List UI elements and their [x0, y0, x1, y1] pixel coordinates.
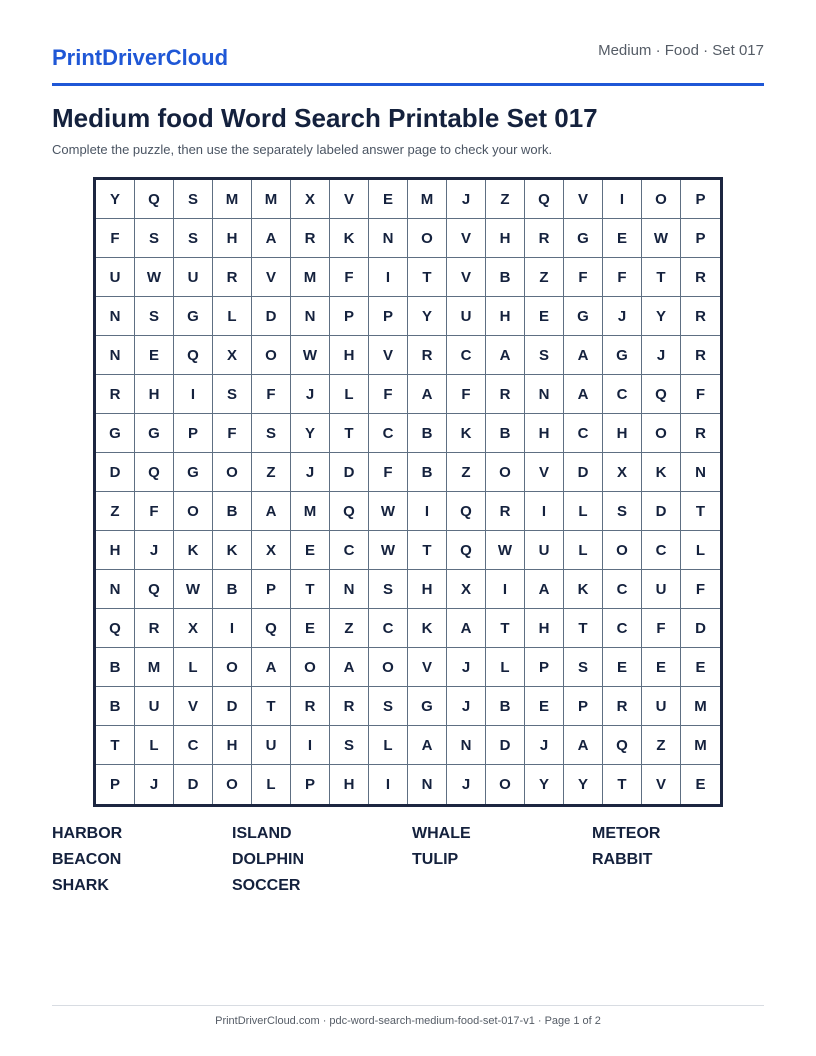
grid-cell[interactable]: T [96, 726, 135, 765]
grid-cell[interactable]: H [213, 726, 252, 765]
grid-cell[interactable]: V [174, 687, 213, 726]
grid-cell[interactable]: P [330, 297, 369, 336]
grid-cell[interactable]: B [96, 648, 135, 687]
grid-cell[interactable]: O [291, 648, 330, 687]
grid-cell[interactable]: C [603, 609, 642, 648]
grid-cell[interactable]: K [642, 453, 681, 492]
grid-cell[interactable]: W [174, 570, 213, 609]
grid-cell[interactable]: T [681, 492, 720, 531]
grid-cell[interactable]: I [174, 375, 213, 414]
grid-cell[interactable]: H [408, 570, 447, 609]
grid-cell[interactable]: R [681, 297, 720, 336]
grid-cell[interactable]: M [681, 726, 720, 765]
grid-cell[interactable]: Z [330, 609, 369, 648]
grid-cell[interactable]: L [252, 765, 291, 804]
grid-cell[interactable]: W [291, 336, 330, 375]
grid-cell[interactable]: J [135, 765, 174, 804]
grid-cell[interactable]: U [174, 258, 213, 297]
grid-cell[interactable]: P [369, 297, 408, 336]
grid-cell[interactable]: S [213, 375, 252, 414]
grid-cell[interactable]: W [369, 492, 408, 531]
grid-cell[interactable]: H [96, 531, 135, 570]
grid-cell[interactable]: J [447, 648, 486, 687]
grid-cell[interactable]: O [213, 765, 252, 804]
grid-cell[interactable]: F [642, 609, 681, 648]
grid-cell[interactable]: N [369, 219, 408, 258]
grid-cell[interactable]: Q [525, 180, 564, 219]
grid-cell[interactable]: D [642, 492, 681, 531]
grid-cell[interactable]: R [525, 219, 564, 258]
grid-cell[interactable]: I [603, 180, 642, 219]
grid-cell[interactable]: L [486, 648, 525, 687]
grid-cell[interactable]: E [291, 531, 330, 570]
grid-cell[interactable]: D [681, 609, 720, 648]
grid-cell[interactable]: C [564, 414, 603, 453]
grid-cell[interactable]: G [135, 414, 174, 453]
grid-cell[interactable]: L [564, 531, 603, 570]
grid-cell[interactable]: Y [642, 297, 681, 336]
page-footer: PrintDriverCloud.com · pdc-word-search-medium-food-set-017-v1 · Page 1 of 2 [52, 1005, 764, 1027]
grid-cell[interactable]: S [603, 492, 642, 531]
grid-cell[interactable]: J [603, 297, 642, 336]
grid-cell[interactable]: V [525, 453, 564, 492]
grid-cell[interactable]: H [603, 414, 642, 453]
grid-cell[interactable]: Y [96, 180, 135, 219]
grid-cell[interactable]: U [642, 570, 681, 609]
grid-cell[interactable]: L [213, 297, 252, 336]
grid-cell[interactable]: U [447, 297, 486, 336]
grid-cell[interactable]: C [603, 375, 642, 414]
grid-cell[interactable]: F [96, 219, 135, 258]
grid-cell[interactable]: N [681, 453, 720, 492]
grid-cell[interactable]: N [447, 726, 486, 765]
grid-cell[interactable]: C [369, 609, 408, 648]
grid-cell[interactable]: U [96, 258, 135, 297]
word-search-grid [93, 177, 723, 807]
grid-cell[interactable]: D [252, 297, 291, 336]
grid-cell[interactable]: O [369, 648, 408, 687]
grid-cell[interactable]: L [564, 492, 603, 531]
grid-cell[interactable]: H [213, 219, 252, 258]
grid-cell[interactable]: S [135, 297, 174, 336]
grid-cell[interactable]: G [603, 336, 642, 375]
grid-cell[interactable]: N [291, 297, 330, 336]
grid-cell[interactable]: D [486, 726, 525, 765]
grid-cell[interactable]: F [369, 375, 408, 414]
word-list-item: DOLPHIN [232, 851, 304, 868]
grid-cell[interactable]: J [291, 453, 330, 492]
grid-cell[interactable]: L [681, 531, 720, 570]
grid-cell[interactable]: F [603, 258, 642, 297]
grid-cell[interactable]: V [330, 180, 369, 219]
page-subtitle: Complete the puzzle, then use the separately labeled answer page to check your work. [52, 142, 553, 157]
grid-cell[interactable]: O [486, 453, 525, 492]
grid-cell[interactable]: S [135, 219, 174, 258]
grid-cell[interactable]: R [486, 492, 525, 531]
grid-cell[interactable]: R [681, 258, 720, 297]
grid-cell[interactable]: D [96, 453, 135, 492]
grid-cell[interactable]: T [330, 414, 369, 453]
grid-cell[interactable]: N [96, 297, 135, 336]
grid-cell[interactable]: K [564, 570, 603, 609]
grid-cell[interactable]: R [96, 375, 135, 414]
grid-cell[interactable]: G [174, 453, 213, 492]
grid-cell[interactable]: V [642, 765, 681, 804]
grid-cell[interactable]: H [330, 336, 369, 375]
grid-cell[interactable]: S [369, 687, 408, 726]
grid-cell[interactable]: V [564, 180, 603, 219]
grid-cell[interactable]: G [408, 687, 447, 726]
grid-cell[interactable]: A [564, 726, 603, 765]
grid-cell[interactable]: E [291, 609, 330, 648]
grid-cell[interactable]: Q [447, 531, 486, 570]
grid-cell[interactable]: H [525, 414, 564, 453]
grid-cell[interactable]: G [564, 297, 603, 336]
grid-cell[interactable]: B [213, 492, 252, 531]
grid-cell[interactable]: T [252, 687, 291, 726]
grid-cell[interactable]: P [174, 414, 213, 453]
grid-cell[interactable]: X [174, 609, 213, 648]
grid-cell[interactable]: M [135, 648, 174, 687]
grid-cell[interactable]: F [681, 375, 720, 414]
word-list-item: METEOR [592, 825, 661, 842]
grid-cell[interactable]: Y [564, 765, 603, 804]
grid-cell[interactable]: E [695, 776, 706, 793]
grid-cell[interactable]: V [447, 258, 486, 297]
grid-cell[interactable]: P [252, 570, 291, 609]
grid-cell[interactable]: B [486, 687, 525, 726]
grid-cell[interactable]: B [96, 687, 135, 726]
grid-cell[interactable]: R [603, 687, 642, 726]
grid-cell[interactable]: S [369, 570, 408, 609]
word-list-item: SOCCER [232, 877, 301, 894]
grid-cell[interactable]: R [135, 609, 174, 648]
grid-cell[interactable]: W [369, 531, 408, 570]
grid-cell[interactable]: E [603, 648, 642, 687]
grid-cell[interactable]: A [252, 219, 291, 258]
grid-cell[interactable]: A [486, 336, 525, 375]
grid-cell[interactable]: F [447, 375, 486, 414]
grid-cell[interactable]: A [408, 726, 447, 765]
grid-cell[interactable]: X [252, 531, 291, 570]
grid-cell[interactable]: A [252, 492, 291, 531]
grid-cell[interactable]: C [330, 531, 369, 570]
word-list [52, 825, 772, 895]
grid-cell[interactable]: P [564, 687, 603, 726]
grid-cell[interactable]: E [681, 648, 720, 687]
grid-cell[interactable]: J [447, 687, 486, 726]
grid-cell[interactable]: Q [330, 492, 369, 531]
grid-cell[interactable]: X [291, 180, 330, 219]
grid-cell[interactable]: O [213, 453, 252, 492]
grid-cell[interactable]: G [564, 219, 603, 258]
grid-cell[interactable]: R [681, 336, 720, 375]
grid-cell[interactable]: G [96, 414, 135, 453]
grid-cell[interactable]: K [447, 414, 486, 453]
grid-cell[interactable]: U [252, 726, 291, 765]
grid-cell[interactable]: E [135, 336, 174, 375]
grid-cell[interactable]: R [291, 219, 330, 258]
grid-cell[interactable]: J [447, 765, 486, 804]
grid-cell[interactable]: R [291, 687, 330, 726]
grid-cell[interactable]: C [174, 726, 213, 765]
grid-cell[interactable]: F [564, 258, 603, 297]
grid-cell[interactable]: T [486, 609, 525, 648]
grid-cell[interactable]: K [408, 609, 447, 648]
word-list-item: HARBOR [52, 825, 123, 842]
grid-cell[interactable]: O [174, 492, 213, 531]
grid-cell[interactable]: U [642, 687, 681, 726]
grid-cell[interactable]: E [525, 687, 564, 726]
grid-cell[interactable]: R [486, 375, 525, 414]
grid-cell[interactable]: V [408, 648, 447, 687]
grid-cell[interactable]: W [486, 531, 525, 570]
grid-cell[interactable]: Q [174, 336, 213, 375]
page-title: Medium food Word Search Printable Set 017 [52, 103, 598, 133]
grid-cell[interactable]: O [603, 531, 642, 570]
grid-cell[interactable]: M [291, 258, 330, 297]
grid-cell[interactable]: I [291, 726, 330, 765]
grid-cell[interactable]: T [408, 258, 447, 297]
grid-cell[interactable]: P [525, 648, 564, 687]
grid-cell[interactable]: O [642, 414, 681, 453]
grid-cell[interactable]: L [369, 726, 408, 765]
grid-cell[interactable]: K [330, 219, 369, 258]
grid-cell[interactable]: F [681, 570, 720, 609]
grid-cell[interactable]: V [447, 219, 486, 258]
grid-cell[interactable]: B [408, 414, 447, 453]
grid-cell[interactable]: M [408, 180, 447, 219]
word-list-item: ISLAND [232, 825, 292, 842]
grid-cell[interactable]: G [174, 297, 213, 336]
grid-cell[interactable]: P [96, 765, 135, 804]
grid-cell[interactable]: S [174, 180, 213, 219]
word-list-item: RABBIT [592, 851, 653, 868]
grid-cell[interactable]: L [135, 726, 174, 765]
grid-cell[interactable]: I [408, 492, 447, 531]
grid-cell[interactable]: N [96, 570, 135, 609]
grid-cell[interactable]: S [252, 414, 291, 453]
grid-cell[interactable]: Z [252, 453, 291, 492]
grid-cell[interactable]: Z [642, 726, 681, 765]
grid-cell[interactable]: A [447, 609, 486, 648]
grid-cell[interactable]: Q [603, 726, 642, 765]
grid-cell[interactable]: T [642, 258, 681, 297]
grid-cell[interactable]: A [564, 336, 603, 375]
grid-cell[interactable]: X [447, 570, 486, 609]
grid-cell[interactable]: S [525, 336, 564, 375]
grid-cell[interactable]: R [330, 687, 369, 726]
grid-cell[interactable]: H [486, 297, 525, 336]
grid-cell[interactable]: S [174, 219, 213, 258]
word-list-item: SHARK [52, 877, 109, 894]
grid-cell[interactable]: Z [96, 492, 135, 531]
grid-cell[interactable]: J [642, 336, 681, 375]
grid-cell[interactable]: N [525, 375, 564, 414]
grid-cell[interactable]: P [291, 765, 330, 804]
grid-cell[interactable]: O [642, 180, 681, 219]
grid-cell[interactable]: I [369, 765, 408, 804]
grid-cell[interactable]: A [252, 648, 291, 687]
grid-cell[interactable]: C [603, 570, 642, 609]
grid-cell[interactable]: N [96, 336, 135, 375]
grid-cell[interactable]: C [447, 336, 486, 375]
grid-cell[interactable]: B [408, 453, 447, 492]
grid-cell[interactable]: M [252, 180, 291, 219]
grid-cell[interactable]: Y [408, 297, 447, 336]
grid-cell[interactable]: T [291, 570, 330, 609]
grid-cell[interactable]: W [135, 258, 174, 297]
grid-cell[interactable]: O [252, 336, 291, 375]
grid-cell[interactable]: Z [447, 453, 486, 492]
grid-cell[interactable]: T [408, 531, 447, 570]
grid-cell[interactable]: Y [525, 765, 564, 804]
grid-cell[interactable]: Z [525, 258, 564, 297]
grid-cell[interactable]: L [330, 375, 369, 414]
grid-cell[interactable]: C [642, 531, 681, 570]
grid-cell[interactable]: M [213, 180, 252, 219]
grid-cell[interactable]: Q [135, 180, 174, 219]
grid-cell[interactable]: E [642, 648, 681, 687]
grid-cell[interactable]: H [135, 375, 174, 414]
grid-cell[interactable]: F [213, 414, 252, 453]
grid-cell[interactable]: F [369, 453, 408, 492]
grid-cell[interactable]: E [603, 219, 642, 258]
grid-cell[interactable]: I [525, 492, 564, 531]
grid-cell[interactable]: M [291, 492, 330, 531]
grid-cell[interactable]: B [486, 414, 525, 453]
grid-cell[interactable]: S [564, 648, 603, 687]
grid-cell[interactable]: U [135, 687, 174, 726]
grid-cell[interactable]: Q [447, 492, 486, 531]
grid-cell[interactable]: J [447, 180, 486, 219]
grid-cell[interactable]: D [174, 765, 213, 804]
grid-cell[interactable]: Q [642, 375, 681, 414]
grid-cell[interactable]: F [330, 258, 369, 297]
grid-cell[interactable]: X [603, 453, 642, 492]
grid-cell[interactable]: Y [291, 414, 330, 453]
word-list-item: WHALE [412, 825, 471, 842]
grid-cell[interactable]: E [369, 180, 408, 219]
page-header [52, 38, 764, 86]
grid-cell[interactable]: J [291, 375, 330, 414]
grid-cell[interactable]: H [486, 219, 525, 258]
grid-cell[interactable]: K [213, 531, 252, 570]
grid-cell[interactable]: B [213, 570, 252, 609]
grid-cell[interactable]: S [330, 726, 369, 765]
grid-cell[interactable]: N [330, 570, 369, 609]
grid-cell[interactable]: R [681, 414, 720, 453]
grid-cell[interactable]: O [213, 648, 252, 687]
grid-cell[interactable]: I [486, 570, 525, 609]
grid-cell[interactable]: N [408, 765, 447, 804]
grid-cell[interactable]: I [369, 258, 408, 297]
grid-cell[interactable]: C [369, 414, 408, 453]
grid-cell[interactable]: L [174, 648, 213, 687]
word-list-item: BEACON [52, 851, 122, 868]
grid-cell[interactable]: Q [135, 453, 174, 492]
grid-cell[interactable]: Z [486, 180, 525, 219]
grid-cell[interactable]: U [525, 531, 564, 570]
grid-cell[interactable]: P [681, 219, 720, 258]
grid-cell[interactable]: V [252, 258, 291, 297]
grid-cell[interactable]: A [408, 375, 447, 414]
grid-cell[interactable]: T [603, 765, 642, 804]
grid-cell[interactable]: D [213, 687, 252, 726]
grid-cell[interactable]: V [369, 336, 408, 375]
brand-logo[interactable]: PrintDriverCloud [52, 45, 229, 70]
grid-cell[interactable]: W [642, 219, 681, 258]
grid-cell[interactable]: B [486, 258, 525, 297]
grid-cell[interactable]: X [213, 336, 252, 375]
grid-cell[interactable]: E [525, 297, 564, 336]
grid-cell[interactable]: F [135, 492, 174, 531]
grid-cell[interactable]: A [525, 570, 564, 609]
grid-cell[interactable]: J [525, 726, 564, 765]
grid-cell[interactable]: M [681, 687, 720, 726]
grid-cell[interactable]: H [525, 609, 564, 648]
grid-cell[interactable]: H [330, 765, 369, 804]
grid-cell[interactable]: O [486, 765, 525, 804]
word-list-item: TULIP [412, 851, 459, 868]
grid-cell[interactable]: Q [135, 570, 174, 609]
grid-cell[interactable]: R [213, 258, 252, 297]
grid-cell[interactable]: D [564, 453, 603, 492]
grid-cell[interactable]: I [213, 609, 252, 648]
grid-cell[interactable]: R [408, 336, 447, 375]
grid-cell[interactable]: Q [96, 609, 135, 648]
grid-cell[interactable]: P [681, 180, 720, 219]
grid-cell[interactable]: T [564, 609, 603, 648]
grid-cell[interactable]: A [564, 375, 603, 414]
grid-cell[interactable]: K [174, 531, 213, 570]
grid-cell[interactable]: F [252, 375, 291, 414]
grid-cell[interactable]: A [330, 648, 369, 687]
grid-cell[interactable]: Q [252, 609, 291, 648]
grid-cell[interactable]: D [330, 453, 369, 492]
grid-cell[interactable]: J [135, 531, 174, 570]
puzzle-meta: Medium · Food · Set 017 [598, 42, 764, 59]
grid-cell[interactable]: O [408, 219, 447, 258]
